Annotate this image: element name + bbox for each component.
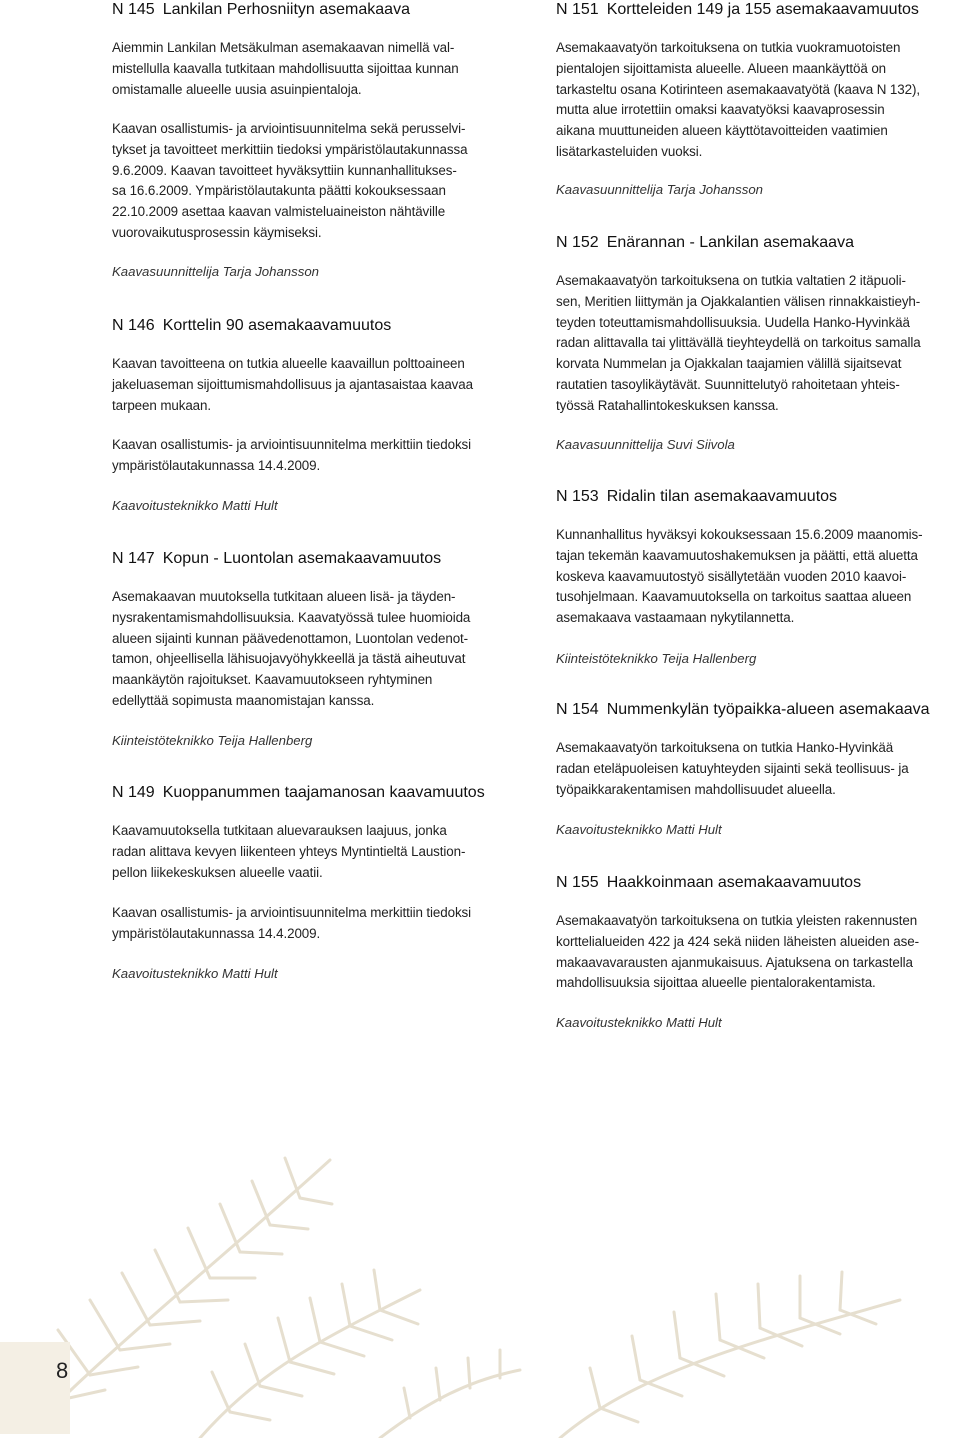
section-heading: Enärannan - Lankilan asemakaava [606,234,854,251]
section-heading: Haakkoinmaan asemakaavamuutos [606,874,862,891]
section-title [556,0,960,20]
section-n147 [112,549,517,569]
section-heading: Korttelin 90 asemakaavamuutos [162,317,392,334]
section-heading: Kortteleiden 149 ja 155 asemakaavamuutos [606,1,919,18]
leaf-decoration [0,1040,960,1438]
section-heading: Lankilan Perhosniityn asemakaava [162,1,410,18]
signature: Kaavoitusteknikko Matti Hult [556,1015,722,1030]
section-n155 [556,873,960,893]
signature: Kaavasuunnittelija Tarja Johansson [112,264,319,279]
section-number: N 151 [556,1,599,18]
page-number: 8 [56,1358,69,1383]
section-heading: Nummenkylän työpaikka-alueen asemakaava [606,701,930,718]
section-number: N 153 [556,488,599,505]
section-title [112,783,517,803]
section-title [112,0,517,20]
paragraph: Kaavan osallistumis- ja arviointisuunnitelma sekä perusselvi- tykset ja tavoitteet merkittiin tiedoksi ympäristölautakunnassa 9.6.2009. Kaavan tavoitteet hyväksyttiin kunnanhallitukses- sa 16.6.2009. Ympäristölautakunta päätti kokouksessaan 22.10.2009 asettaa kaavan valmisteluaineiston nähtäville vuorovaikutusprosessin käymiseksi. [112,121,468,240]
section-n151 [556,0,960,20]
section-number: N 147 [112,550,155,567]
section-number: N 152 [556,234,599,251]
section-heading: Kuoppanummen taajamanosan kaavamuutos [162,784,485,801]
section-heading: Ridalin tilan asemakaavamuutos [606,488,838,505]
paragraph: Kaavan tavoitteena on tutkia alueelle kaavaillun polttoaineen jakeluaseman sijoittumismahdollisuus ja ajantasaistaa kaavaa tarpeen mukaan. [112,356,473,413]
signature: Kaavasuunnittelija Suvi Siivola [556,437,735,452]
paragraph: Asemakaavatyön tarkoituksena on tutkia yleisten rakennusten korttelialueiden 422 ja 424 sekä niiden läheisten alueiden ase- makaavavarausten ajanmukaisuus. Ajatuksena on tarkastella mahdollisuuksia sijoittaa alueelle pientalorakentamista. [556,913,919,991]
signature: Kaavoitusteknikko Matti Hult [112,966,278,981]
paragraph: Asemakaavatyön tarkoituksena on tutkia vuokramuotoisten pientalojen sijoittamista alueelle. Alueen maankäyttöä on tarkasteltu osana Kotirinteen asemakaavatyötä (kaava N 132), mutta alue irrotettiin omaksi kaavatyöksi kaavaprosessin aikana muuttuneiden alueen käyttötavoitteiden vaatimien lisätarkasteluiden vuoksi. [556,40,920,159]
paragraph: Kunnanhallitus hyväksyi kokouksessaan 15.6.2009 maanomis- tajan tekemän kaavamuutoshakemuksen ja päätti, että aluetta koskeva kaavamuutostyö sisällytetään vuoden 2010 kaavoi- tusohjelmaan. Kaavamuutoksella on tarkoitus saattaa alueen asemakaava vastaamaan nykytilannetta. [556,527,923,626]
signature: Kaavasuunnittelija Tarja Johansson [556,182,763,197]
signature: Kiinteistöteknikko Teija Hallenberg [556,651,757,666]
section-title [556,487,960,507]
section-title [112,316,517,336]
section-n152 [556,233,960,253]
section-title [556,873,960,893]
section-n149 [112,783,517,803]
paragraph: Asemakaavatyön tarkoituksena on tutkia Hanko-Hyvinkää radan eteläpuoleisen katuyhteyden sijainti sekä teollisuus- ja työpaikkarakentamisen mahdollisuudet alueella. [556,740,909,797]
section-number: N 155 [556,874,599,891]
section-number: N 145 [112,1,155,18]
section-title [556,700,960,720]
section-title [112,549,517,569]
section-n145 [112,0,517,20]
section-n146 [112,316,517,336]
section-number: N 154 [556,701,599,718]
section-n153 [556,487,960,507]
paragraph: Aiemmin Lankilan Metsäkulman asemakaavan nimellä val- mistellulla kaavalla tutkitaan mahdollisuutta sijoittaa kunnan omistamalle alueelle uusia asuinpientaloja. [112,40,459,97]
section-number: N 149 [112,784,155,801]
paragraph: Asemakaavatyön tarkoituksena on tutkia valtatien 2 itäpuoli- sen, Meritien liittymän ja Ojakkalantien välisen rinnakkaistieyh- teyden toteuttamismahdollisuuksia. Uudella Hanko-Hyvinkää radan alittavalla tai ylittävällä tieyhteydellä on tarkoitus samalla korvata Nummelan ja Ojakkalan taajamien välillä sijaitsevat rautatien tasoylikäytävät. Suunnittelutyö rahoitetaan yhteis- työssä Ratahallintokeskuksen kanssa. [556,273,921,413]
signature: Kaavoitusteknikko Matti Hult [556,822,722,837]
signature: Kaavoitusteknikko Matti Hult [112,498,278,513]
section-n154 [556,700,960,720]
paragraph: Asemakaavan muutoksella tutkitaan alueen lisä- ja täyden- nysrakentamismahdollisuuksia. Kaavatyössä tulee huomioida alueen sijainti kunnan päävedenottamon, Luontolan vedenot- tamon, ohjeellisella lähisuojavyöhykkeellä ja tästä aiheutuvat maankäytön rajoitukset. Kaavamuutokseen ryhtyminen edellyttää sopimusta maanomistajan kanssa. [112,589,471,708]
paragraph: Kaavamuutoksella tutkitaan aluevarauksen laajuus, jonka radan alittava kevyen liikenteen yhteys Myntintieltä Laustion- pellon liikekeskuksen alueelle vaatii. [112,823,466,880]
section-title [556,233,960,253]
page-number-box [0,1342,70,1434]
paragraph: Kaavan osallistumis- ja arviointisuunnitelma merkittiin tiedoksi ympäristölautakunnassa 14.4.2009. [112,437,472,473]
paragraph: Kaavan osallistumis- ja arviointisuunnitelma merkittiin tiedoksi ympäristölautakunnassa 14.4.2009. [112,905,472,941]
section-number: N 146 [112,317,155,334]
section-heading: Kopun - Luontolan asemakaavamuutos [162,550,442,567]
signature: Kiinteistöteknikko Teija Hallenberg [112,733,313,748]
